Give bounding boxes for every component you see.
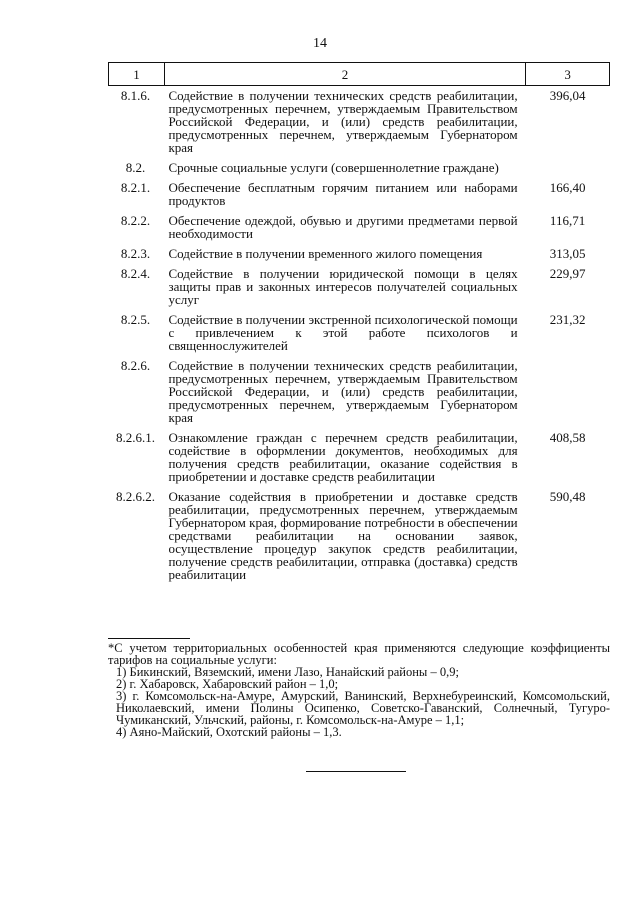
- service-price: 231,32: [549, 312, 586, 327]
- service-description: Ознакомление граждан с перечнем средств реабилитации, содействие в оформлении документов, необходимых для получения средств реабилитации, оказание содействия в приобретении и доставке средств реабилитации: [168, 430, 518, 484]
- service-code: 8.2.4.: [120, 266, 151, 281]
- footnote-item: 4) Аяно-Майский, Охотский районы – 1,3.: [116, 725, 342, 739]
- service-price: 396,04: [549, 88, 586, 103]
- table-row: [109, 244, 610, 264]
- footnote-block: [108, 642, 610, 738]
- service-price: 116,71: [549, 213, 586, 228]
- table-row: [109, 158, 610, 178]
- footnote-item: 2) г. Хабаровск, Хабаровский район – 1,0;: [116, 677, 339, 691]
- service-price: [526, 356, 610, 428]
- service-code: 8.2.6.2.: [115, 489, 155, 504]
- service-code: 8.2.6.: [120, 358, 151, 373]
- table-row: [109, 310, 610, 356]
- service-description: Оказание содействия в приобретении и доставке средств реабилитации, предусмотренных перечнем, утверждаемым Губернатором края, формирование потребности в обеспечении средствами реабилитации на основании заявок, осуществление процедур закупок средств реабилитации, получение средств реабилитации, отправка (доставка) средств реабилитации: [168, 489, 518, 582]
- footnote-divider: [108, 638, 190, 639]
- service-price: 408,58: [549, 430, 586, 445]
- page-number: 14: [313, 36, 327, 51]
- service-code: 8.2.6.1.: [115, 430, 155, 445]
- service-code: 8.2.5.: [120, 312, 151, 327]
- service-price: 229,97: [549, 266, 586, 281]
- service-price: 166,40: [549, 180, 586, 195]
- service-description: Обеспечение одеждой, обувью и другими предметами первой необходимости: [168, 213, 518, 241]
- service-code: 8.2.: [125, 160, 146, 175]
- service-description: Содействие в получении временного жилого помещения: [168, 246, 483, 261]
- service-description: Обеспечение бесплатным горячим питанием или наборами продуктов: [168, 180, 518, 208]
- footnote-item: 3) г. Комсомольск-на-Амуре, Амурский, Ванинский, Верхнебуреинский, Комсомольский, Николаевский, имени Полины Осипенко, Советско-Гаванский, Солнечный, Тугуро-Чумиканский, Ульчский, районы, г. Комсомольск-на-Амуре – 1,1;: [116, 689, 610, 727]
- footnote-item: 1) Бикинский, Вяземский, имени Лазо, Нанайский районы – 0,9;: [116, 665, 459, 679]
- service-price: [526, 158, 610, 178]
- service-description: Содействие в получении экстренной психологической помощи с привлечением к этой работе психологов и священнослужителей: [168, 312, 518, 353]
- column-header-2: 2: [164, 63, 525, 86]
- table-row: [109, 356, 610, 428]
- service-price: 590,48: [549, 489, 586, 504]
- table-row: [109, 86, 610, 159]
- service-price: 313,05: [549, 246, 586, 261]
- table-row: [109, 487, 610, 585]
- table-header-row: [109, 63, 610, 86]
- service-description: Содействие в получении технических средств реабилитации, предусмотренных перечнем, утверждаемым Правительством Российской Федерации, и (или) средств реабилитации, предусмотренных перечнем, утверждаемым Губернатором края: [168, 358, 518, 425]
- service-code: 8.2.3.: [120, 246, 151, 261]
- table-row: [109, 428, 610, 487]
- service-code: 8.2.1.: [120, 180, 151, 195]
- end-divider: [306, 771, 406, 772]
- table-row: [109, 264, 610, 310]
- column-header-3: 3: [526, 63, 610, 86]
- service-description: Содействие в получении юридической помощи в целях защиты прав и законных интересов получателей социальных услуг: [168, 266, 518, 307]
- table-row: [109, 211, 610, 244]
- tariff-table: [108, 62, 610, 585]
- service-description: Срочные социальные услуги (совершеннолетние граждане): [168, 160, 499, 175]
- service-description: Содействие в получении технических средств реабилитации, предусмотренных перечнем, утверждаемым Правительством Российской Федерации, и (или) средств реабилитации, предусмотренных перечнем, утверждаемым Губернатором края: [168, 88, 518, 155]
- service-code: 8.2.2.: [120, 213, 151, 228]
- table-row: [109, 178, 610, 211]
- column-header-1: 1: [109, 63, 165, 86]
- service-code: 8.1.6.: [120, 88, 151, 103]
- footnote-intro: *С учетом территориальных особенностей края применяются следующие коэффициенты тарифов на социальные услуги:: [108, 641, 610, 667]
